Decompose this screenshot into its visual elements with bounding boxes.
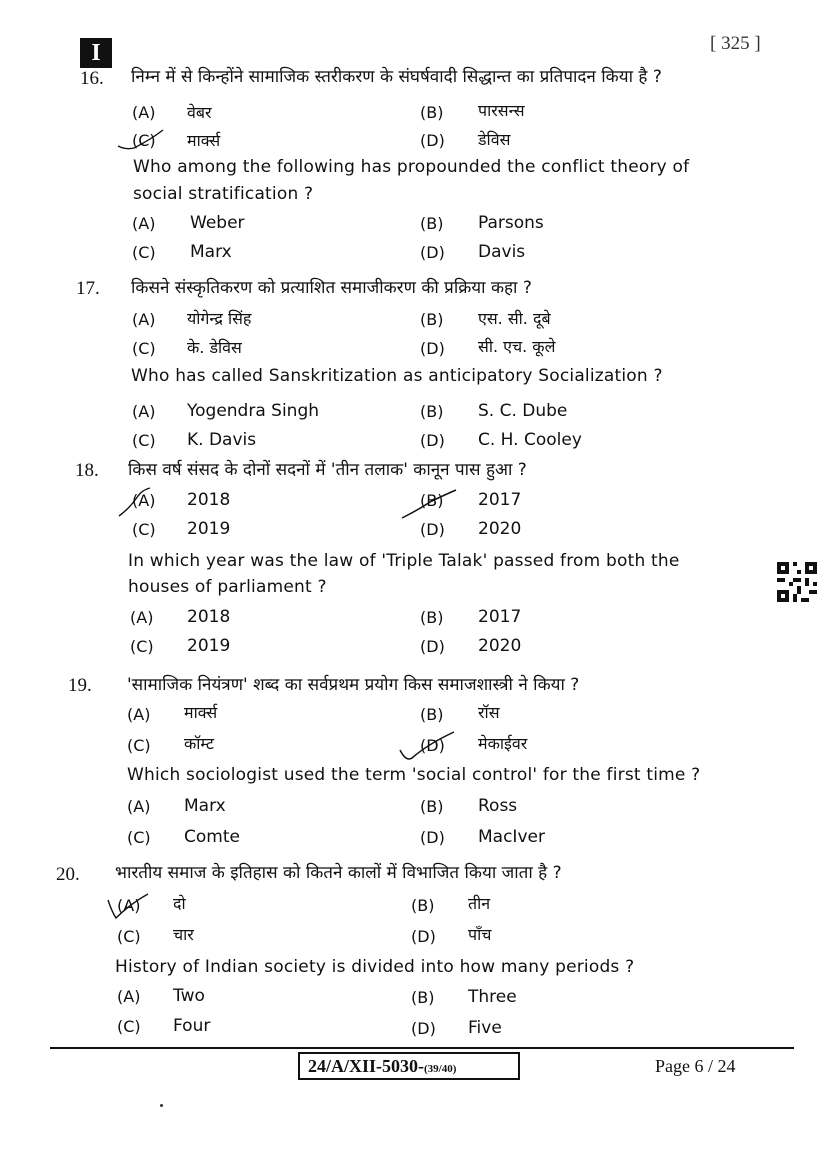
option-b-hindi: रॉस — [478, 703, 500, 722]
option-b-english: 2017 — [478, 607, 522, 627]
answer-tick-mark — [398, 728, 458, 764]
option-label-b: (B) — [420, 705, 444, 724]
option-label-c: (C) — [117, 927, 141, 946]
option-label-d: (D) — [420, 736, 445, 755]
option-b-hindi: पारसन्स — [478, 101, 525, 120]
option-label-b: (B) — [420, 103, 444, 122]
option-c-hindi: कॉम्ट — [184, 734, 214, 753]
option-label-a: (A) — [132, 491, 156, 510]
answer-tick-mark — [116, 126, 166, 154]
question-english: In which year was the law of 'Triple Talak' passed from both the — [128, 551, 680, 571]
paper-code-main: 24/A/XII-5030- — [308, 1056, 424, 1076]
option-d-english: C. H. Cooley — [478, 430, 582, 450]
option-d-hindi: सी. एच. कूले — [478, 337, 556, 356]
option-label-d: (D) — [411, 1019, 436, 1038]
question-number: 17. — [76, 278, 100, 299]
footer-page-number: Page 6 / 24 — [655, 1056, 736, 1076]
option-d-english: Davis — [478, 242, 526, 262]
option-label-d: (D) — [411, 927, 436, 946]
option-a-english: 2018 — [187, 607, 231, 627]
question-hindi: 'सामाजिक नियंत्रण' शब्द का सर्वप्रथम प्रयोग किस समाजशास्त्री ने किया ? — [127, 675, 580, 695]
option-b-english: Three — [468, 987, 517, 1007]
option-c-english: Marx — [190, 242, 232, 262]
option-label-b: (B) — [420, 214, 444, 233]
set-badge: I — [80, 38, 112, 68]
option-c-english: K. Davis — [187, 430, 257, 450]
option-d-hindi: मेकाईवर — [478, 734, 528, 753]
answer-tick-mark — [104, 890, 150, 924]
question-hindi: किस वर्ष संसद के दोनों सदनों में 'तीन तलाक' कानून पास हुआ ? — [128, 460, 527, 480]
option-c-english: 2019 — [187, 636, 231, 656]
question-hindi: किसने संस्कृतिकरण को प्रत्याशित समाजीकरण की प्रक्रिया कहा ? — [131, 278, 532, 298]
option-label-b: (B) — [420, 402, 444, 421]
option-label-d: (D) — [420, 131, 445, 150]
question-english: History of Indian society is divided into how many periods ? — [115, 957, 635, 977]
option-label-d: (D) — [420, 637, 445, 656]
option-b-english: S. C. Dube — [478, 401, 568, 421]
option-label-a: (A) — [132, 214, 156, 233]
footer-divider — [50, 1047, 794, 1049]
option-label-c: (C) — [132, 431, 156, 450]
option-c-hindi: के. डेविस — [187, 338, 242, 357]
option-d-hindi: डेविस — [478, 130, 511, 149]
option-label-a: (A) — [132, 310, 156, 329]
question-number: 18. — [75, 460, 99, 481]
question-hindi: निम्न में से किन्होंने सामाजिक स्तरीकरण के संघर्षवादी सिद्धान्त का प्रतिपादन किया है ? — [131, 67, 662, 87]
option-label-a: (A) — [117, 987, 141, 1006]
option-b-hindi: तीन — [468, 894, 491, 913]
question-english: Who among the following has propounded the conflict theory of — [133, 157, 690, 177]
option-label-c: (C) — [127, 736, 151, 755]
option-label-b: (B) — [420, 310, 444, 329]
answer-tick-mark — [400, 488, 460, 522]
option-c-hindi: चार — [173, 925, 194, 944]
option-label-b: (B) — [420, 491, 444, 510]
question-english: Who has called Sanskritization as anticipatory Socialization ? — [131, 366, 663, 386]
option-label-c: (C) — [127, 828, 151, 847]
option-a-hindi: 2018 — [187, 490, 231, 510]
option-a-english: Yogendra Singh — [187, 401, 320, 421]
option-label-a: (A) — [127, 797, 151, 816]
option-d-hindi: 2020 — [478, 519, 522, 539]
option-label-b: (B) — [420, 608, 444, 627]
option-label-a: (A) — [127, 705, 151, 724]
option-d-hindi: पाँच — [468, 925, 492, 944]
page-number: [ 325 ] — [710, 33, 761, 54]
option-label-c: (C) — [132, 339, 156, 358]
question-hindi: भारतीय समाज के इतिहास को कितने कालों में विभाजित किया जाता है ? — [115, 863, 562, 883]
option-a-hindi: वेबर — [187, 103, 212, 122]
option-a-english: Two — [173, 986, 205, 1006]
option-b-english: Parsons — [478, 213, 544, 233]
option-c-hindi: मार्क्स — [187, 131, 221, 150]
question-number: 16. — [80, 68, 104, 89]
option-d-english: 2020 — [478, 636, 522, 656]
option-label-c: (C) — [117, 1017, 141, 1036]
question-number: 19. — [68, 675, 92, 696]
option-b-hindi: एस. सी. दूबे — [478, 309, 551, 328]
paper-code — [298, 1052, 520, 1080]
option-label-c: (C) — [132, 243, 156, 262]
option-label-b: (B) — [411, 988, 435, 1007]
option-label-d: (D) — [420, 339, 445, 358]
option-label-a: (A) — [117, 896, 141, 915]
option-d-english: MacIver — [478, 827, 545, 847]
option-label-d: (D) — [420, 243, 445, 262]
option-label-d: (D) — [420, 431, 445, 450]
question-english-cont: houses of parliament ? — [128, 577, 327, 597]
option-label-a: (A) — [132, 103, 156, 122]
question-number: 20. — [56, 864, 80, 885]
option-label-c: (C) — [130, 637, 154, 656]
option-a-english: Marx — [184, 796, 226, 816]
option-a-english: Weber — [190, 213, 245, 233]
option-c-english: Four — [173, 1016, 211, 1036]
question-english-cont: social stratification ? — [133, 184, 314, 204]
option-c-english: Comte — [184, 827, 240, 847]
qr-code-icon — [777, 562, 817, 602]
option-label-c: (C) — [132, 131, 156, 150]
option-a-hindi: मार्क्स — [184, 703, 218, 722]
option-label-b: (B) — [420, 797, 444, 816]
option-label-c: (C) — [132, 520, 156, 539]
option-label-b: (B) — [411, 896, 435, 915]
stray-dot — [160, 1104, 163, 1107]
option-label-a: (A) — [130, 608, 154, 627]
option-c-hindi: 2019 — [187, 519, 231, 539]
option-d-english: Five — [468, 1018, 502, 1038]
option-label-d: (D) — [420, 828, 445, 847]
option-label-d: (D) — [420, 520, 445, 539]
option-b-english: Ross — [478, 796, 518, 816]
option-a-hindi: योगेन्द्र सिंह — [187, 309, 252, 328]
question-english: Which sociologist used the term 'social control' for the first time ? — [127, 765, 701, 785]
option-b-hindi: 2017 — [478, 490, 522, 510]
paper-code-sub: (39/40) — [424, 1063, 457, 1075]
option-label-a: (A) — [132, 402, 156, 421]
answer-tick-mark — [116, 486, 156, 520]
option-a-hindi: दो — [173, 894, 186, 913]
